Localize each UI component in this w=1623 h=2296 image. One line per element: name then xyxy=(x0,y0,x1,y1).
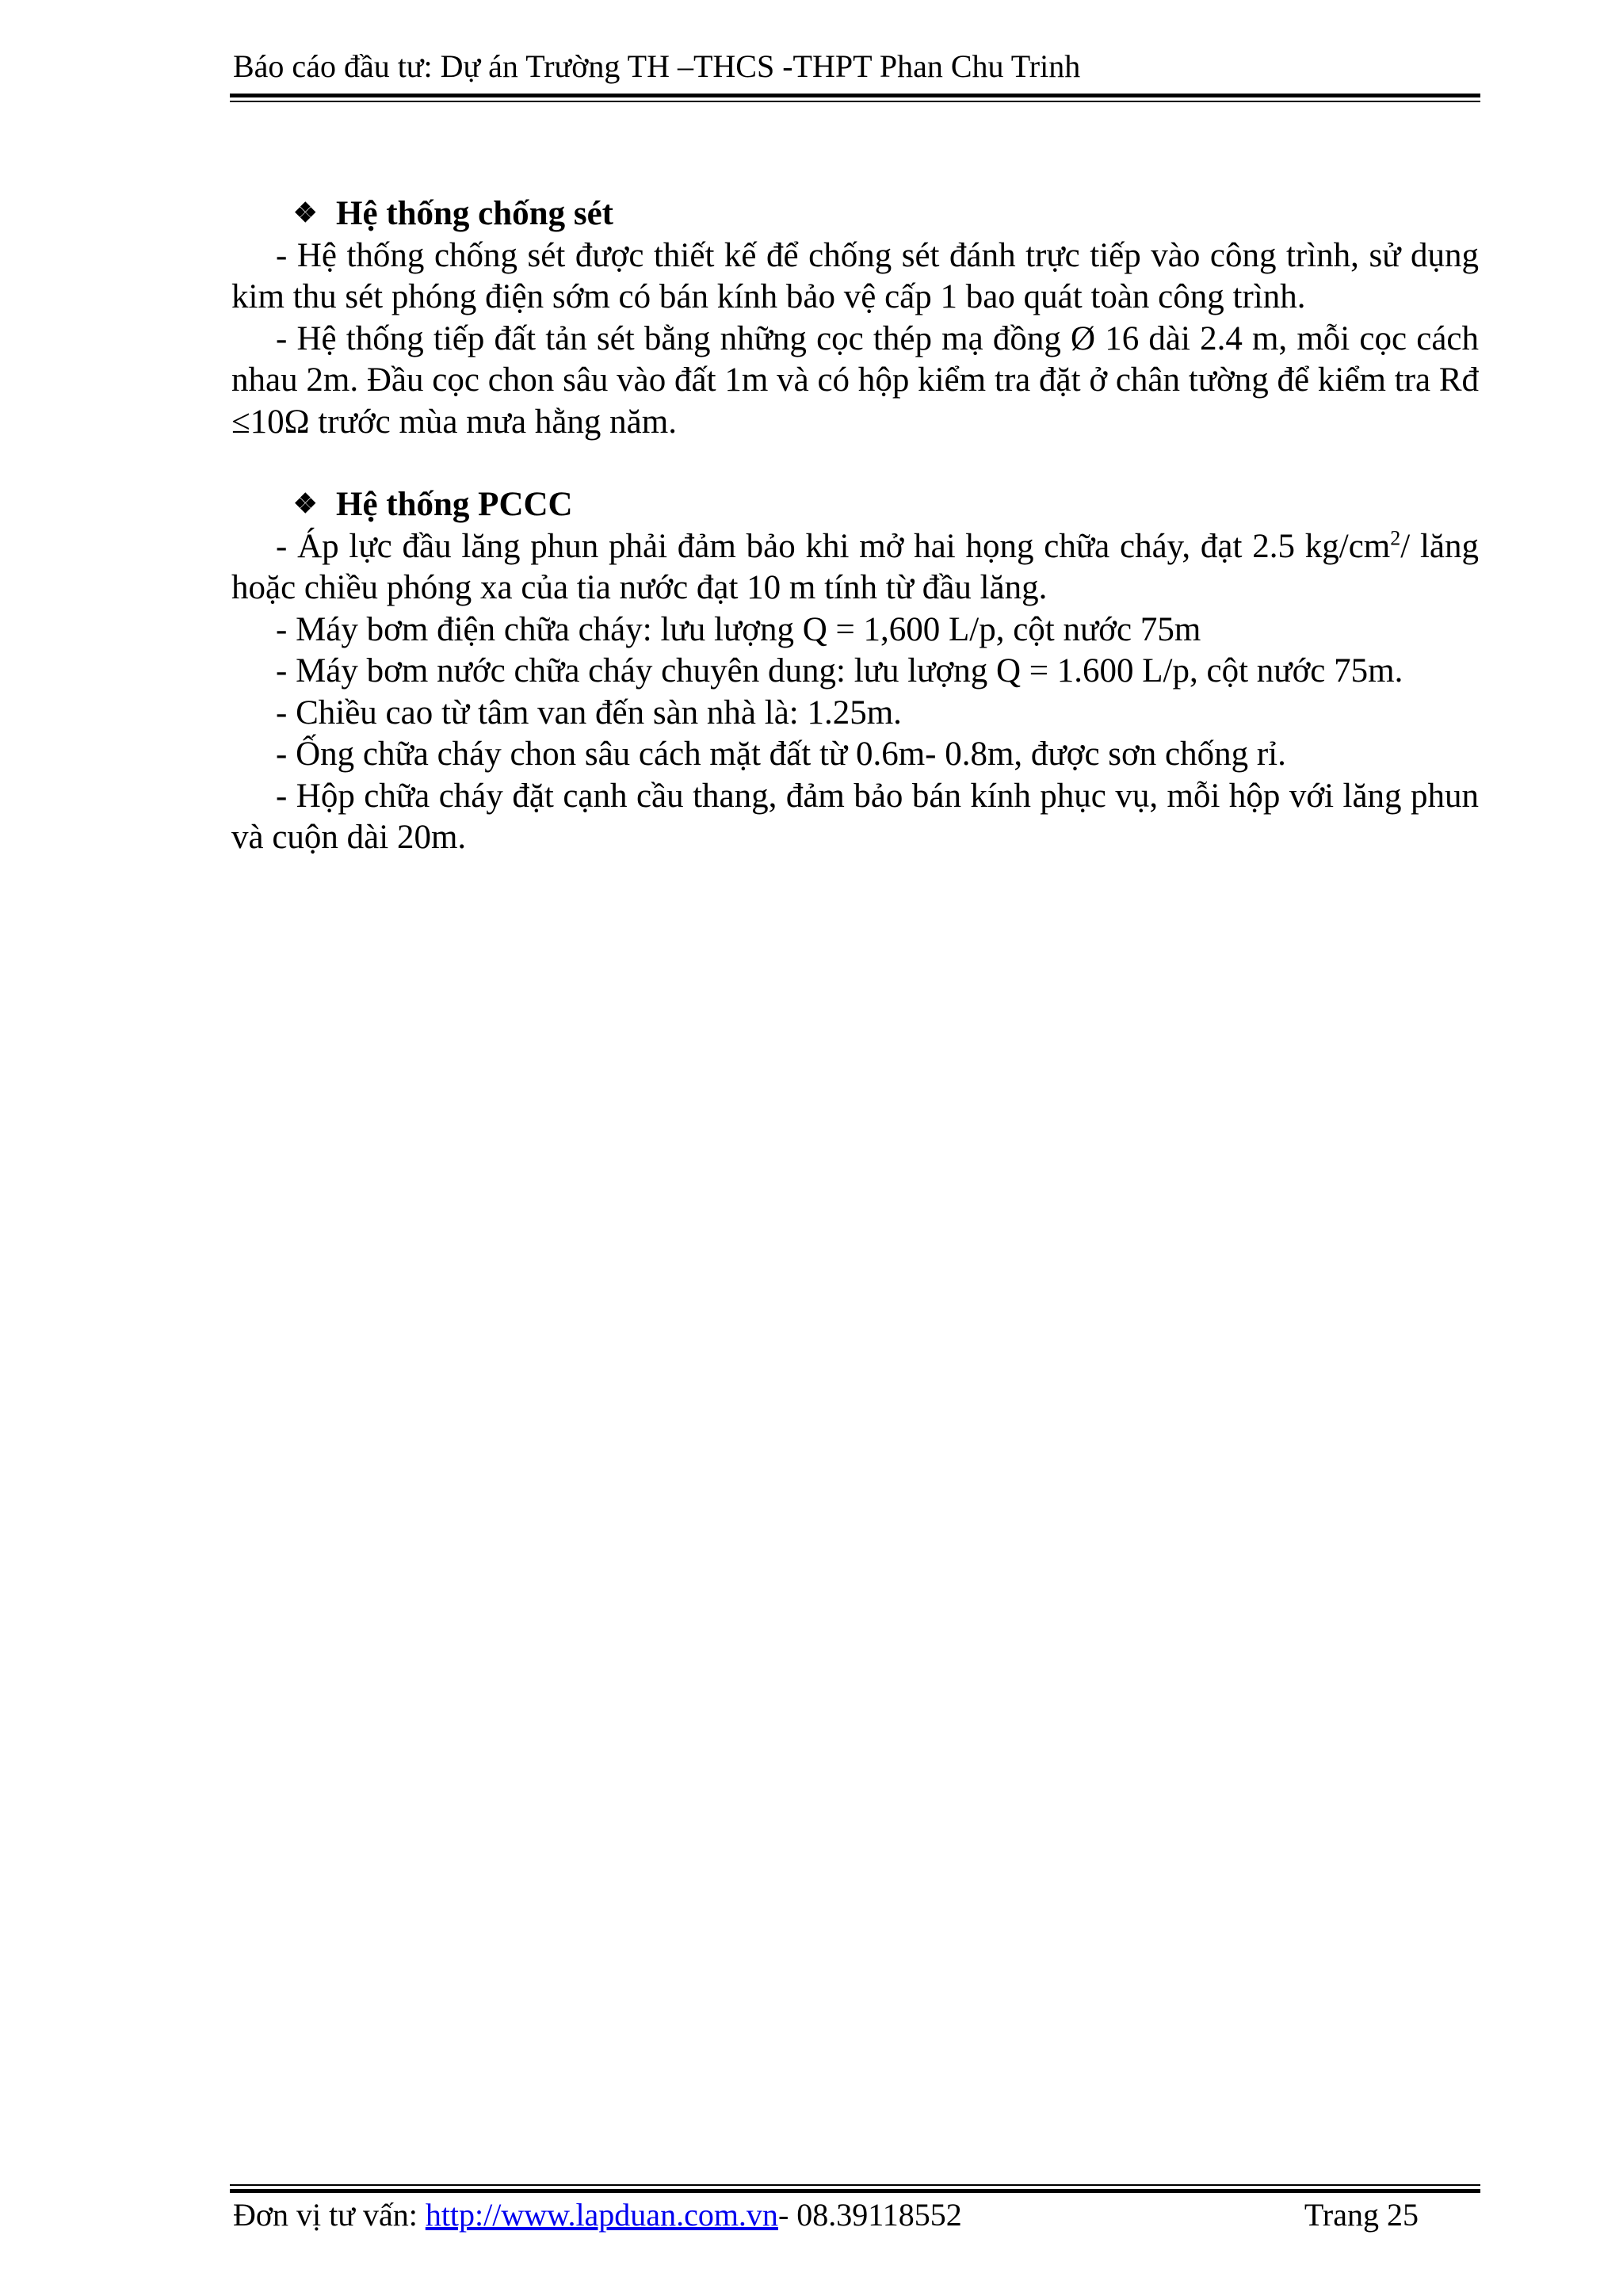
superscript: 2 xyxy=(1390,526,1401,550)
list-line: - Chiều cao từ tâm van đến sàn nhà là: 1.25m. xyxy=(276,693,902,732)
section-title-pccc: Hệ thống PCCC xyxy=(336,486,573,523)
header-rule-thick xyxy=(230,94,1480,97)
footer-consultant xyxy=(233,2195,962,2236)
paragraph: - Hệ thống tiếp đất tản sét bằng những cọc thép mạ đồng Ø 16 dài 2.4 m, mỗi cọc cách nhau 2m. Đầu cọc chon sâu vào đất 1m và có hộp kiểm tra đặt ở chân tường để kiểm tra Rđ ≤10Ω trước mùa mưa hằng năm. xyxy=(231,319,1479,441)
header-rule-thin xyxy=(230,101,1480,102)
paragraph: - Hệ thống chống sét được thiết kế để chống sét đánh trực tiếp vào công trình, sử dụng kim thu sét phóng điện sớm có bán kính bảo vệ cấp 1 bao quát toàn công trình. xyxy=(231,236,1479,315)
paragraph xyxy=(231,526,1479,609)
footer-phone: - 08.39118552 xyxy=(777,2197,962,2233)
page-header xyxy=(230,46,1480,102)
section-heading-lightning xyxy=(231,193,1479,235)
paragraph: - Hộp chữa cháy đặt cạnh cầu thang, đảm bảo bán kính phục vụ, mỗi hộp với lăng phun và cuộn dài 20m. xyxy=(231,777,1479,856)
diamond-bullet-icon: ❖ xyxy=(293,490,318,519)
section-title-lightning: Hệ thống chống sét xyxy=(336,195,613,232)
list-line: - Máy bơm nước chữa cháy chuyên dung: lưu lượng Q = 1.600 L/p, cột nước 75m. xyxy=(276,652,1403,690)
footer-row xyxy=(230,2195,1480,2236)
footer-rule-thick xyxy=(230,2189,1480,2193)
page-number: Trang 25 xyxy=(1304,2197,1419,2233)
list-line: - Máy bơm điện chữa cháy: lưu lượng Q = 1,600 L/p, cột nước 75m xyxy=(276,610,1201,648)
paragraph-text: - Áp lực đầu lăng phun phải đảm bảo khi mở hai họng chữa cháy, đạt 2.5 kg/cm xyxy=(276,527,1391,565)
diamond-bullet-icon: ❖ xyxy=(293,199,318,228)
footer-website-link[interactable]: http://www.lapduan.com.vn xyxy=(425,2197,778,2233)
footer-label: Đơn vị tư vấn: xyxy=(233,2197,426,2233)
document-body xyxy=(231,193,1479,859)
list-line: - Ống chữa cháy chon sâu cách mặt đất từ 0.6m- 0.8m, được sơn chống rỉ. xyxy=(276,735,1286,773)
paragraph-text: / lăng hoặc chiều phóng xa của tia nước đạt 10 m tính từ đầu lăng. xyxy=(231,527,1479,606)
section-heading-pccc xyxy=(231,484,1479,526)
page-footer xyxy=(230,2184,1480,2236)
header-title: Báo cáo đầu tư: Dự án Trường TH –THCS -THPT Phan Chu Trinh xyxy=(233,48,1081,84)
footer-rule-thin xyxy=(230,2184,1480,2186)
